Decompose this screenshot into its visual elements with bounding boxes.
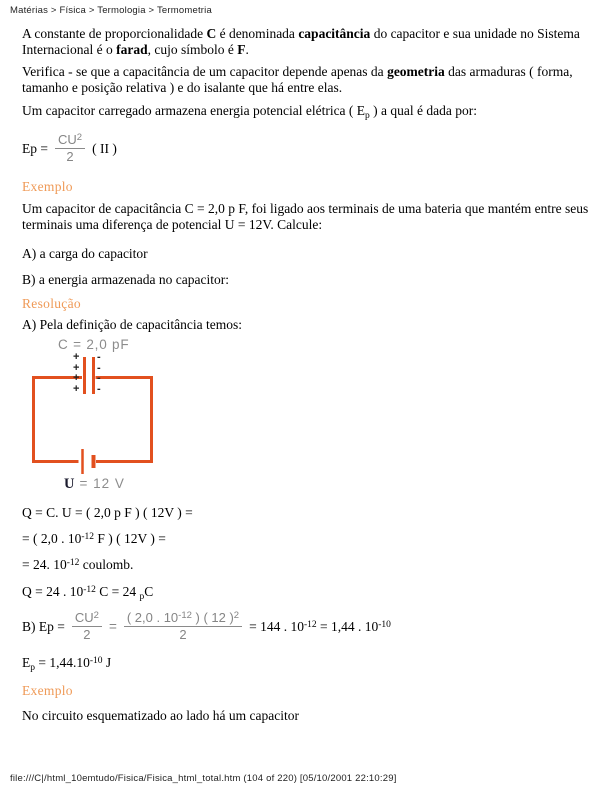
capacitor-value-label: C = 2,0 pF (58, 337, 130, 352)
numerator-base: CU (58, 132, 77, 147)
fraction-numerator (55, 133, 85, 149)
paragraph-next-example: No circuito esquematizado ao lado há um capacitor (22, 708, 300, 723)
formula-energy-calculation (22, 611, 391, 642)
equation-charge-2: = ( 2,0 . $10^{-12}$ F ) ( 12V ) = (22, 531, 166, 546)
plus-sign: + (73, 372, 80, 384)
section-heading-exemplo: Exemplo (22, 683, 73, 698)
voltage-symbol: U (64, 476, 75, 492)
plus-sign: + (73, 361, 80, 374)
equation-charge-3: = 24. $10^{-12}$ coulomb. (22, 557, 134, 572)
numerator-exponent: -12 (178, 610, 192, 621)
paragraph-geometry: Verifica - se que a capacitância de um capacitor depende apenas da geometria das armaduras ( forma, tamanho e posição relativa ) e do isalante que há entre elas. (22, 64, 573, 95)
equation-energy-result: $E_p = 1,44.10^{-10}$ J (22, 655, 112, 673)
formula-lhs: Ep = (22, 140, 48, 156)
paragraph-resolution-a: A) Pela definição de capacitância temos: (22, 317, 243, 332)
minus-sign: - (97, 361, 101, 374)
numerator-part: ) ( 12 ) (191, 610, 234, 625)
fraction-cu2-over-2 (55, 133, 85, 164)
numerator-exponent: 2 (233, 610, 240, 621)
list-item-b: B) a energia armazenada no capacitor: (22, 272, 230, 287)
list-item-a: A) a carga do capacitor (22, 246, 148, 261)
section-heading-resolucao: Resolução (22, 296, 81, 311)
formula-energy-definition (22, 133, 117, 164)
fraction-denominator: 2 (83, 627, 91, 642)
fraction-denominator: 2 (66, 149, 74, 164)
fraction-cu2-over-2 (72, 611, 102, 642)
page-footer: file:///C|/html_10emtudo/Fisica/Fisica_html_total.htm (104 of 220) [05/10/2001 22:10:29] (10, 773, 397, 784)
minus-sign: - (97, 382, 101, 395)
fraction-numerator (72, 611, 102, 627)
equation-charge-result: Q = 24 . $10^{-12}$ C = 24 $_p$C (22, 584, 154, 602)
numerator-base: CU (74, 610, 94, 625)
paragraph-capacitance-definition: A constante de proporcionalidade C é denominada capacitância do capacitor e sua unidade no Sistema Internacional é o farad, cujo símbolo é F. (22, 26, 580, 57)
circuit-wires-drawing (30, 337, 200, 487)
numerator-part: ( 2,0 . 10 (126, 610, 179, 625)
capacitor-minus-charges (97, 352, 101, 394)
circuit-diagram (30, 337, 200, 502)
paragraph-example-statement: Um capacitor de capacitância C = 2,0 p F, foi ligado aos terminais de uma bateria que mantém entre seus terminais uma diferença de potencial U = 12V. Calcule: (22, 201, 589, 232)
voltage-value: = 12 V (79, 476, 125, 491)
paragraph-stored-energy: Um capacitor carregado armazena energia potencial elétrica ( $E_p$ ) a qual é dada por: (22, 103, 477, 121)
numerator-exponent: 2 (93, 610, 99, 621)
equation-charge-1: Q = C. U = ( 2,0 p F ) ( 12V ) = (22, 505, 193, 520)
formula-equation-number: ( II ) (92, 140, 117, 156)
plus-sign: + (73, 382, 80, 395)
plus-sign: + (73, 351, 80, 363)
fraction-denominator: 2 (179, 627, 187, 642)
formula-b-result: = 144 . $10^{-12} = 1,44$ . $10^{-10}$ (249, 618, 391, 634)
minus-sign: - (97, 351, 101, 363)
section-heading-exemplo: Exemplo (22, 179, 73, 194)
battery-voltage-label (64, 475, 125, 493)
breadcrumb: Matérias > Física > Termologia > Termometria (10, 5, 212, 16)
formula-b-lhs: B) Ep = (22, 618, 65, 634)
fraction-numeric-over-2 (124, 611, 242, 642)
capacitor-plus-charges (73, 352, 79, 394)
minus-sign: - (97, 372, 101, 384)
equals-sign: = (108, 618, 117, 634)
numerator-exponent: 2 (76, 132, 83, 143)
fraction-numerator (124, 611, 242, 627)
